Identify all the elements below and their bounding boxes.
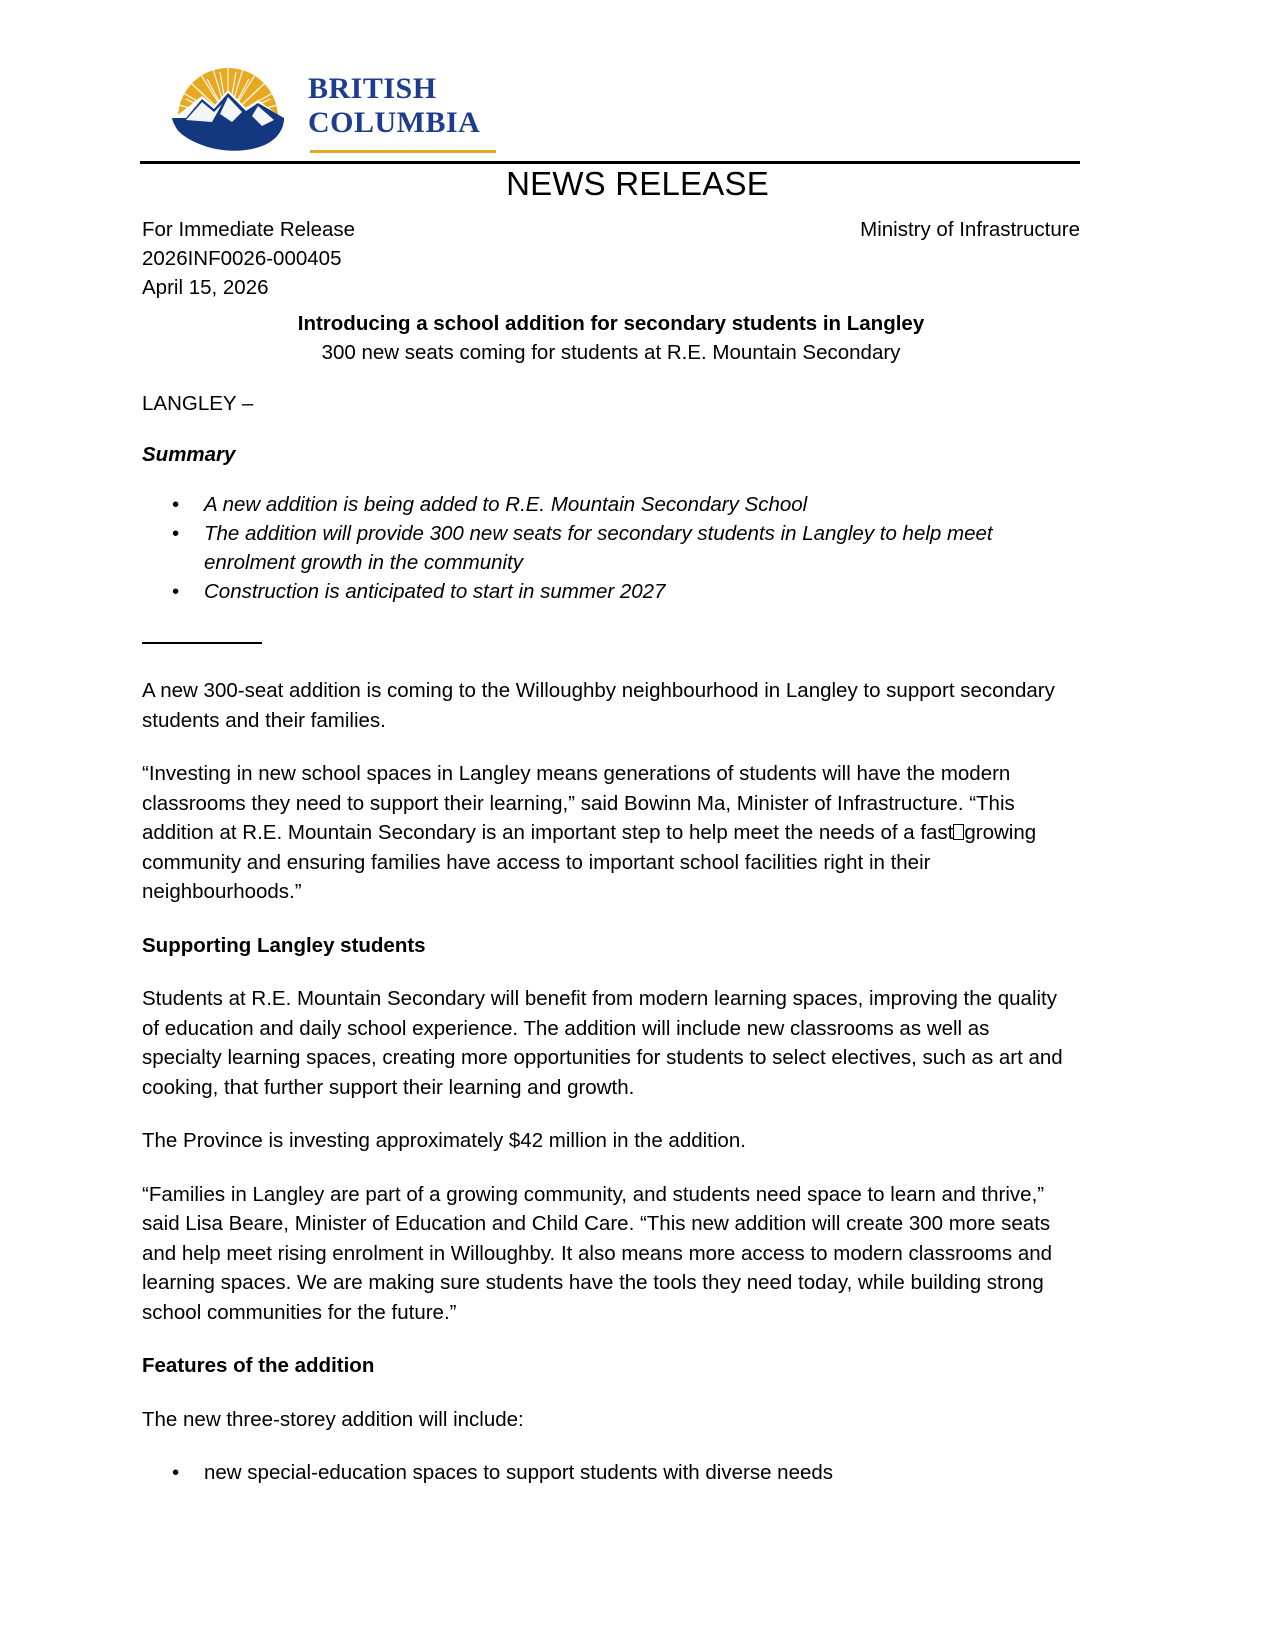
quote-ma-part1: “Investing in new school spaces in Langley means generations of students will have the modern classrooms they need to support their learning,” said Bowinn Ma, Minister of Infrastructure. “This addition at R.E. Mountain Secondary is an important step to help meet the needs of a fast [142, 762, 1015, 844]
list-item [142, 1458, 1074, 1488]
body-paragraph-quote-beare: “Families in Langley are part of a growing community, and students need space to learn and thrive,” said Lisa Beare, Minister of Education and Child Care. “This new addition will create 300 more seats and help meet rising enrolment in Willoughby. It also means more access to modern classrooms and learning spaces. We are making sure students have the tools they need today, while building strong school communities for the future.” [142, 1182, 1053, 1324]
dateline: LANGLEY – [142, 392, 254, 415]
ministry-label: Ministry of Infrastructure [860, 218, 1080, 241]
body-paragraph-learning-spaces: Students at R.E. Mountain Secondary will benefit from modern learning spaces, improving the quality of education and daily school experience. The addition will include new classrooms as well as specialty learning spaces, creating more opportunities for students to select electives, such as art and cooking, that further support their learning and growth. [142, 987, 1063, 1099]
features-list [142, 1458, 1074, 1488]
body-paragraph-investment: The Province is investing approximately $42 million in the addition. [142, 1129, 746, 1152]
bullet-icon: • [172, 580, 180, 603]
release-body [142, 676, 1074, 1488]
page-title: Introducing a school addition for secondary students in Langley [297, 312, 925, 335]
bullet-icon: • [172, 522, 180, 545]
logo-gold-underline [310, 150, 496, 153]
summary-heading: Summary [142, 443, 236, 466]
news-release-banner-title: NEWS RELEASE [506, 165, 769, 202]
summary-item-text: The addition will provide 300 new seats for secondary students in Langley to help meet enrolment growth in the community [204, 522, 993, 574]
bullet-icon: • [172, 1461, 180, 1484]
summary-item-text: Construction is anticipated to start in summer 2027 [204, 580, 666, 603]
logo-line-british: BRITISH [308, 72, 437, 105]
section-divider-rule [142, 642, 262, 644]
masthead [140, 58, 1080, 163]
masthead-divider [140, 161, 1080, 164]
list-item [142, 519, 1080, 577]
list-item [142, 577, 1080, 606]
section-heading-features-of-the-addition: Features of the addition [142, 1354, 375, 1377]
bullet-icon: • [172, 493, 180, 516]
quote-ma-part2: growing community and ensuring families have access to important school facilities right in their neighbourhoods.” [142, 821, 1037, 903]
summary-item-text: A new addition is being added to R.E. Mountain Secondary School [204, 493, 808, 516]
bc-sun-mountain-logo-icon [162, 66, 294, 154]
release-status-label: For Immediate Release [142, 218, 356, 241]
section-heading-supporting-langley-students: Supporting Langley students [142, 933, 426, 957]
bc-logo-wordmark [308, 74, 498, 138]
release-date: April 15, 2026 [142, 276, 269, 299]
release-meta-block [142, 215, 1080, 302]
summary-list [142, 490, 1080, 606]
body-paragraph-quote-ma [142, 759, 1074, 907]
missing-glyph-icon [953, 824, 964, 840]
page-subtitle: 300 new seats coming for students at R.E. Mountain Secondary [321, 341, 901, 364]
release-number: 2026INF0026-000405 [142, 247, 342, 270]
list-item [142, 490, 1080, 519]
feature-item-text: new special-education spaces to support students with diverse needs [204, 1461, 834, 1484]
meta-row-status [142, 215, 1080, 244]
logo-line-columbia: COLUMBIA [308, 106, 481, 139]
body-paragraph-features-intro: The new three-storey addition will include: [142, 1407, 524, 1431]
body-paragraph-intro: A new 300-seat addition is coming to the Willoughby neighbourhood in Langley to support secondary students and their families. [142, 679, 1055, 732]
bc-government-logo [162, 58, 492, 158]
